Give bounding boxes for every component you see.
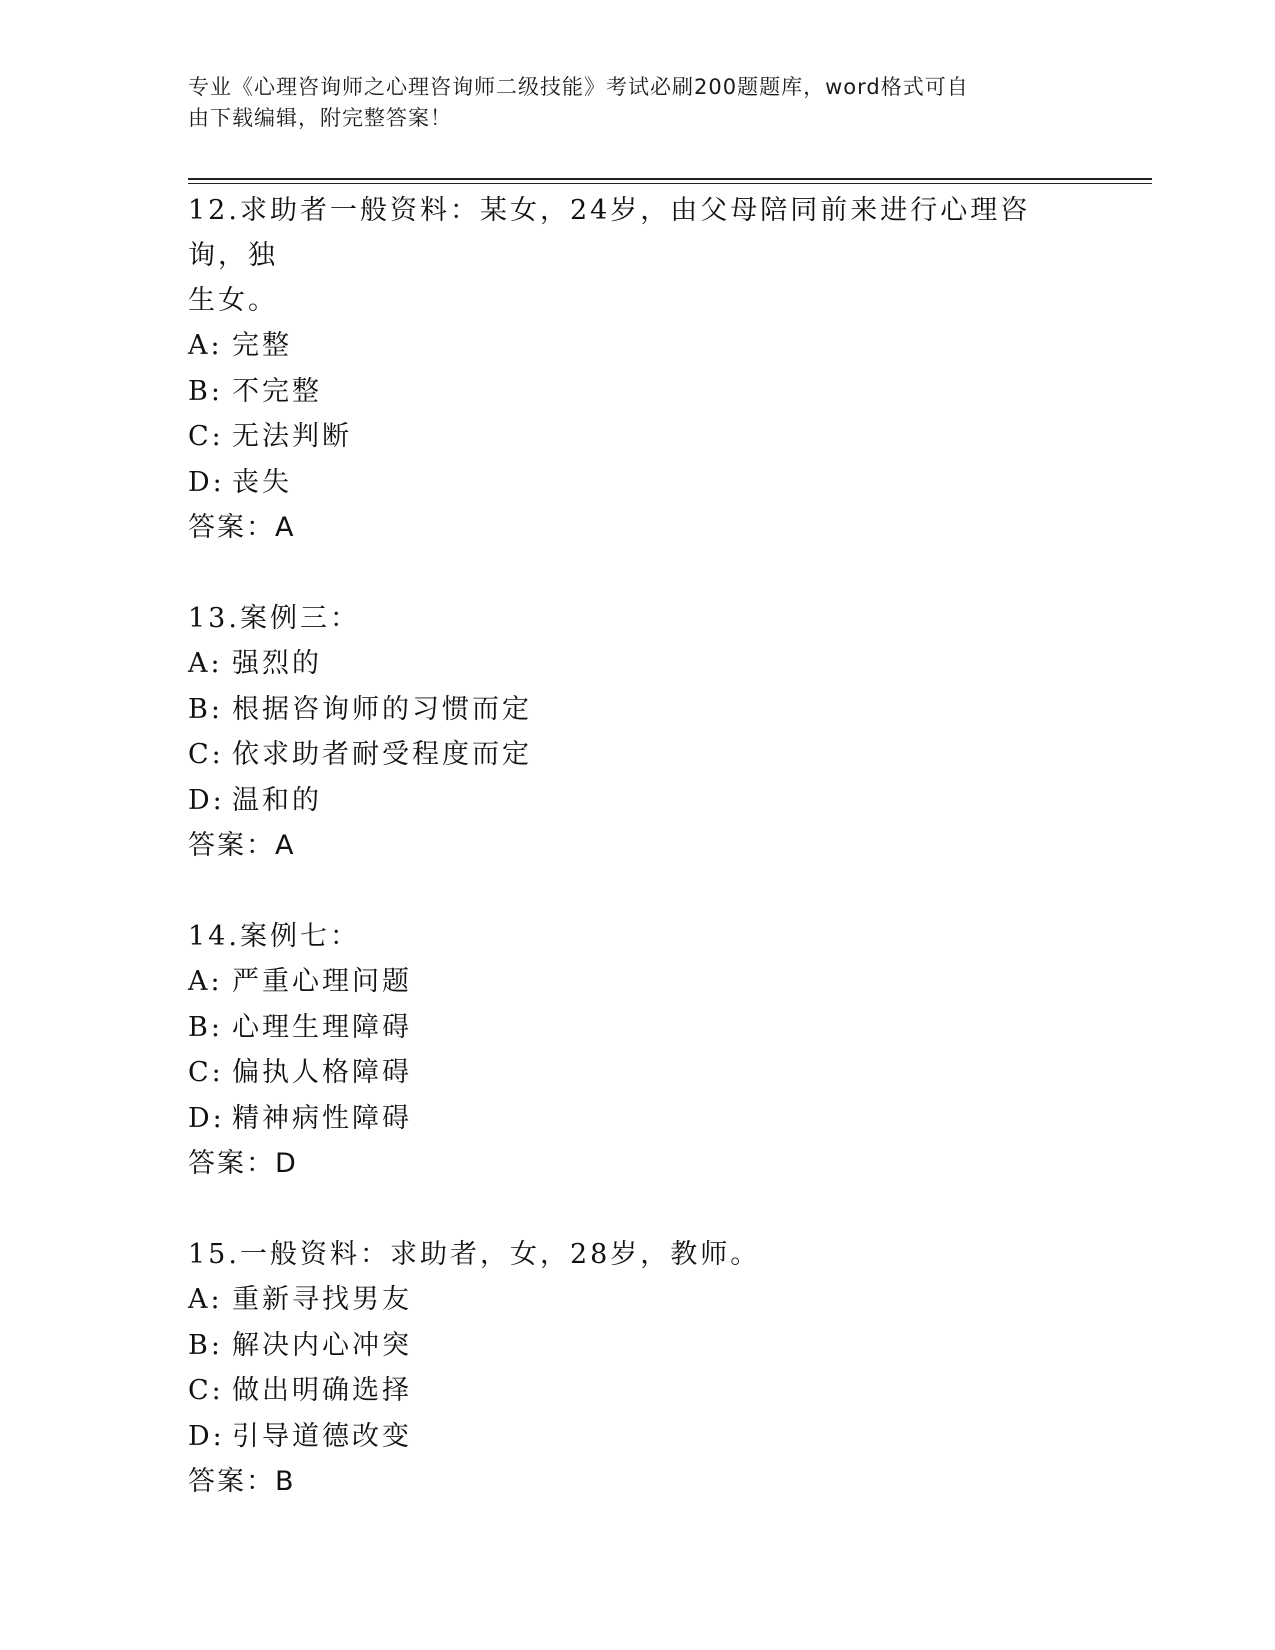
option-letter: B: xyxy=(188,693,223,725)
header-divider-thick xyxy=(188,178,1152,180)
option-a xyxy=(188,959,1088,1005)
option-b xyxy=(188,1323,1088,1369)
option-b xyxy=(188,687,1088,733)
option-letter: D: xyxy=(188,1420,225,1452)
question-list xyxy=(188,188,1088,1550)
question-stem-line: 13.案例三： xyxy=(188,603,360,634)
option-d xyxy=(188,460,1088,506)
option-b xyxy=(188,1005,1088,1051)
option-letter: C: xyxy=(188,421,224,452)
option-letter: C: xyxy=(188,1375,224,1406)
option-text: 依求助者耐受程度而定 xyxy=(232,739,532,770)
header-line-2: 由下载编辑，附完整答案！ xyxy=(188,106,452,130)
option-text: 温和的 xyxy=(232,784,322,816)
question-stem xyxy=(188,914,1088,959)
option-a xyxy=(188,323,1088,369)
option-text: 引导道德改变 xyxy=(232,1420,412,1452)
header-line-1: 专业《心理咨询师之心理咨询师二级技能》考试必刷200题题库，word格式可自 xyxy=(188,75,969,99)
option-text: 重新寻找男友 xyxy=(232,1284,412,1315)
option-text: 完整 xyxy=(232,330,292,361)
question-stem xyxy=(188,188,1088,323)
question-item xyxy=(188,188,1088,550)
option-letter: A: xyxy=(188,648,223,679)
option-b xyxy=(188,369,1088,415)
question-stem-line: 15.一般资料：求助者，女，28岁，教师。 xyxy=(188,1239,761,1270)
option-letter: A: xyxy=(188,330,223,361)
option-letter: B: xyxy=(188,1011,223,1043)
option-letter: D: xyxy=(188,466,225,498)
option-letter: B: xyxy=(188,375,223,407)
question-item xyxy=(188,596,1088,868)
question-item xyxy=(188,914,1088,1186)
option-text: 偏执人格障碍 xyxy=(232,1057,412,1088)
option-text: 根据咨询师的习惯而定 xyxy=(232,693,532,725)
answer-line: 答案：A xyxy=(188,512,296,543)
option-text: 丧失 xyxy=(232,466,292,498)
option-letter: A: xyxy=(188,966,223,997)
option-text: 解决内心冲突 xyxy=(232,1329,412,1361)
option-text: 强烈的 xyxy=(232,648,322,679)
option-c xyxy=(188,414,1088,460)
option-a xyxy=(188,1277,1088,1323)
option-d xyxy=(188,1096,1088,1142)
option-letter: D: xyxy=(188,784,225,816)
option-c xyxy=(188,1050,1088,1096)
option-c xyxy=(188,1368,1088,1414)
option-letter: B: xyxy=(188,1329,223,1361)
option-letter: A: xyxy=(188,1284,223,1315)
answer-line: 答案：D xyxy=(188,1148,298,1179)
option-letter: D: xyxy=(188,1102,225,1134)
answer-line: 答案：A xyxy=(188,830,296,861)
option-text: 无法判断 xyxy=(232,421,352,452)
question-stem xyxy=(188,1232,1088,1277)
header-divider-thin xyxy=(188,183,1152,184)
question-stem-line: 14.案例七： xyxy=(188,921,360,952)
option-letter: C: xyxy=(188,739,224,770)
option-text: 做出明确选择 xyxy=(232,1375,412,1406)
option-c xyxy=(188,732,1088,778)
question-item xyxy=(188,1232,1088,1504)
option-d xyxy=(188,1414,1088,1460)
answer-line: 答案：B xyxy=(188,1466,296,1497)
option-d xyxy=(188,778,1088,824)
option-text: 不完整 xyxy=(232,375,322,407)
option-letter: C: xyxy=(188,1057,224,1088)
question-stem-line: 12.求助者一般资料：某女，24岁，由父母陪同前来进行心理咨询，独 xyxy=(188,195,1031,271)
option-a xyxy=(188,641,1088,687)
option-text: 精神病性障碍 xyxy=(232,1102,412,1134)
document-header xyxy=(188,72,1078,134)
question-stem-line: 生女。 xyxy=(188,285,278,316)
option-text: 严重心理问题 xyxy=(232,966,412,997)
option-text: 心理生理障碍 xyxy=(232,1011,412,1043)
question-stem xyxy=(188,596,1088,641)
